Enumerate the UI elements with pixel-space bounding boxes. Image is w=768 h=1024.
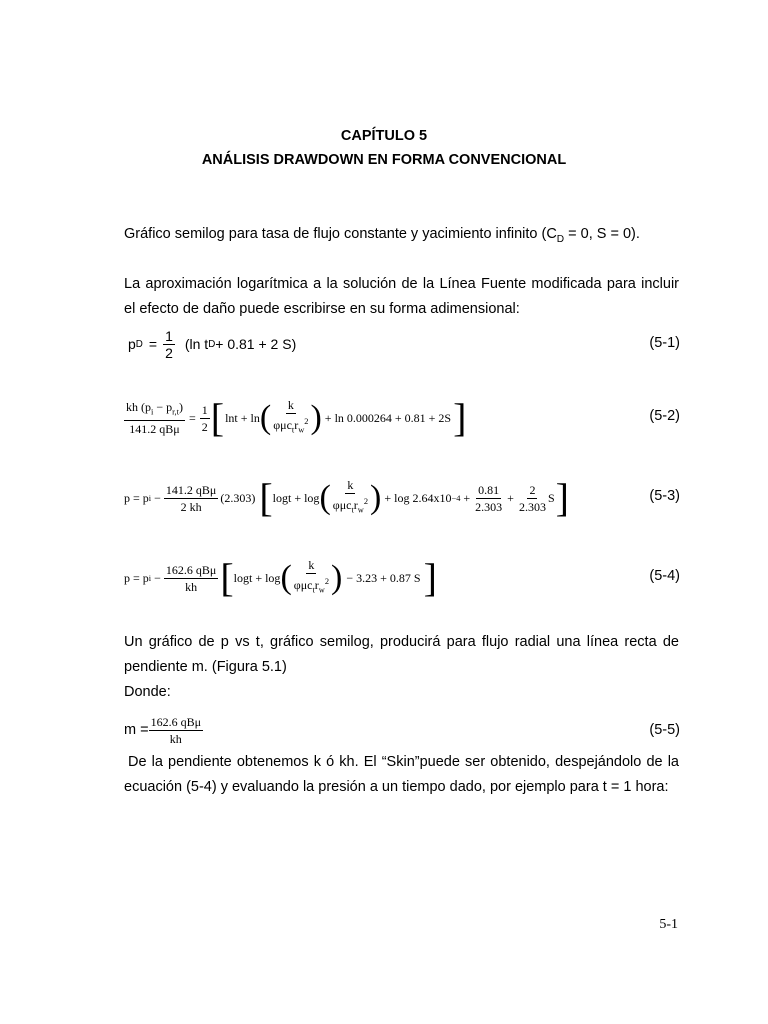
eq4-k-frac: $\frac{k}{\varphi\mu c_tr_w^2}$: [293, 558, 330, 595]
eq3-c-frac: $\frac{0.81}{2.303}$: [475, 482, 503, 514]
eq1-half: $\frac{1}{2}$: [165, 327, 173, 361]
intro-text: Gráfico semilog para tasa de flujo constante y yacimiento infinito (C: [124, 226, 557, 242]
skin-paragraph: De la pendiente obtenemos k ó kh. El “Skin”puede ser obtenido, despejándolo de la ecuación (5-4) y evaluando la presión a un tiempo dado, por ejemplo para t = 1 hora:: [124, 754, 679, 795]
eq5-lhs: m =: [124, 722, 149, 738]
eq4-right-bracket: ]: [423, 555, 437, 600]
eq3-skin: S: [547, 490, 555, 505]
eq4-term2: − 3.23 + 0.87 S: [346, 570, 421, 585]
eq1-lhs-sub: D: [135, 338, 143, 350]
eq2-term2: + ln 0.000264 + 0.81 + 2S: [324, 410, 452, 425]
intro-paragraph: [124, 222, 679, 252]
chapter-title: ANÁLISIS DRAWDOWN EN FORMA CONVENCIONAL: [201, 152, 567, 168]
chapter-heading: CAPÍTULO 5: [340, 128, 428, 144]
eq4-left-bracket: [: [220, 555, 234, 600]
eq3-k-frac: $\frac{k}{\varphi\mu c_tr_w^2}$: [332, 478, 369, 515]
eq3-frac: $\frac{\text{141.2 qBμ}}{2 kh}$: [165, 482, 217, 514]
eq2-lhs: $\frac{kh (p_i - p_{r,t})}{\text{141.2 qBμ}}$: [126, 399, 183, 437]
eq2-half: $\frac{1}{2}$: [201, 402, 208, 434]
eq4-term1: logt + log: [233, 570, 281, 585]
eq1-number: (5-1): [649, 335, 680, 351]
eq2-left-paren: (: [259, 399, 272, 436]
eq1-rhs-end: + 0.81 + 2 S): [215, 336, 297, 352]
eq2-right-bracket: ]: [453, 395, 467, 440]
eq4-number: (5-4): [649, 568, 680, 584]
eq3-right-paren: ): [370, 479, 382, 516]
eq3-right-bracket: ]: [555, 475, 569, 520]
eq2-k-frac: $\frac{k}{\varphi\mu c_tr_w^2}$: [273, 398, 309, 435]
eq3-exponent: −4: [451, 493, 461, 503]
eq4-lhs: p = p: [124, 570, 149, 585]
eq1-rhs: (ln t: [184, 336, 209, 352]
equation-5-3: p = p i − $\frac{\text{141.2 qBμ}}{2 kh}$ (2.303) [ logt + log ( $\frac{k}{\varphi\mu c_tr_w^2}$ ) + log 2.64x10 −4 + $\frac{0.81}{2.303}$ + $\frac{2}{2.303}$ S ] (5-3): [124, 475, 680, 520]
eq3-term1: logt + log: [272, 490, 320, 505]
eq3-left-bracket: [: [259, 475, 273, 520]
eq5-frac: $\frac{\text{162.6 qBμ}}{kh}$: [150, 714, 202, 746]
eq2-number: (5-2): [649, 408, 680, 424]
eq1-rhs-sub: D: [208, 338, 216, 350]
eq5-number: (5-5): [649, 722, 680, 738]
approximation-paragraph: La aproximación logarítmica a la solución de la Línea Fuente modificada para incluir el efecto de daño puede escribirse en su forma adimensional:: [124, 276, 679, 317]
donde-label: Donde:: [124, 684, 171, 700]
eq3-number: (5-3): [649, 488, 680, 504]
eq3-factor: (2.303): [220, 490, 256, 505]
eq3-term2: + log 2.64x10: [384, 490, 452, 505]
eq2-right-paren: ): [310, 399, 322, 436]
eq4-frac: $\frac{\text{162.6 qBμ}}{kh}$: [165, 562, 217, 594]
eq3-d-frac: $\frac{2}{2.303}$: [518, 482, 546, 514]
equation-5-1: p D = $\frac{1}{2}$ (ln t D + 0.81 + 2 S) (5-1): [128, 327, 680, 361]
eq2-term1: lnt + ln: [225, 410, 260, 425]
eq4-right-paren: ): [331, 559, 343, 596]
eq1-lhs: p: [128, 336, 136, 352]
intro-text-end: = 0, S = 0).: [564, 226, 640, 242]
equation-5-4: p = p i − $\frac{\text{162.6 qBμ}}{kh}$ [ logt + log ( $\frac{k}{\varphi\mu c_tr_w^2}$ ) − 3.23 + 0.87 S ] (5-4): [124, 555, 680, 600]
equation-5-2: $\frac{kh (p_i - p_{r,t})}{\text{141.2 qBμ}}$ = $\frac{1}{2}$ [ lnt + ln ( $\frac{k}{\varphi\mu c_tr_w^2}$ ) + ln 0.000264 + 0.81 + 2S ] (5-2): [126, 395, 680, 440]
eq3-lhs-sub: i: [148, 493, 152, 503]
intro-subscript: D: [556, 233, 565, 245]
eq3-lhs: p = p: [124, 490, 149, 505]
eq2-left-bracket: [: [210, 395, 225, 440]
equation-5-5: [124, 712, 680, 748]
page-number: 5-1: [659, 917, 678, 932]
eq4-lhs-sub: i: [148, 573, 152, 583]
eq4-left-paren: (: [280, 559, 292, 596]
semilog-paragraph: Un gráfico de p vs t, gráfico semilog, producirá para flujo radial una línea recta de pendiente m. (Figura 5.1): [124, 634, 679, 675]
eq3-left-paren: (: [319, 479, 331, 516]
